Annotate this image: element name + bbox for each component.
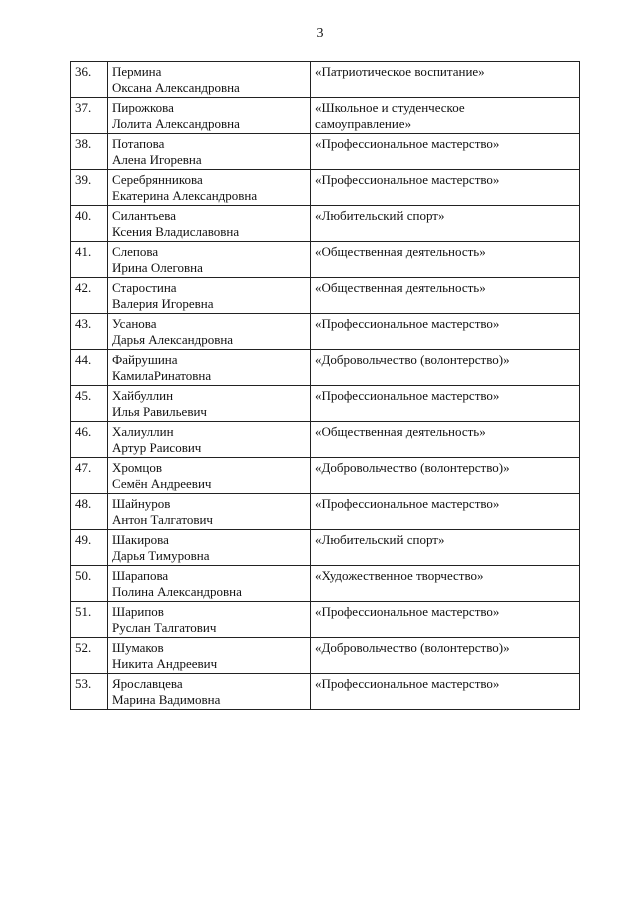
nomination-cell xyxy=(311,242,580,278)
nomination: «Общественная деятельность» xyxy=(315,280,486,295)
table-row xyxy=(71,350,580,386)
participant-name-cell xyxy=(108,350,311,386)
participant-surname: Шумаков xyxy=(112,640,164,655)
participant-given-names: Оксана Александровна xyxy=(112,80,240,95)
participant-surname: Хромцов xyxy=(112,460,162,475)
participant-name-cell xyxy=(108,134,311,170)
participant-name-cell xyxy=(108,278,311,314)
row-number: 49. xyxy=(71,530,108,566)
participant-surname: Усанова xyxy=(112,316,157,331)
table-row xyxy=(71,674,580,710)
nomination: «Добровольчество (волонтерство)» xyxy=(315,640,510,655)
participant-name-cell xyxy=(108,530,311,566)
nomination-cell xyxy=(311,602,580,638)
participant-name-cell xyxy=(108,422,311,458)
table-row xyxy=(71,314,580,350)
table-row xyxy=(71,62,580,98)
nomination: «Художественное творчество» xyxy=(315,568,484,583)
nomination: «Профессиональное мастерство» xyxy=(315,496,500,511)
table-row xyxy=(71,566,580,602)
participant-surname: Шарипов xyxy=(112,604,164,619)
nomination-cell xyxy=(311,386,580,422)
row-number: 42. xyxy=(71,278,108,314)
nomination: «Профессиональное мастерство» xyxy=(315,388,500,403)
table-row xyxy=(71,386,580,422)
row-number: 52. xyxy=(71,638,108,674)
participant-surname: Шайнуров xyxy=(112,496,171,511)
participant-name-cell xyxy=(108,62,311,98)
participant-surname: Пирожкова xyxy=(112,100,174,115)
nomination-cell xyxy=(311,566,580,602)
participant-surname: Старостина xyxy=(112,280,177,295)
nomination: «Общественная деятельность» xyxy=(315,424,486,439)
table-row xyxy=(71,530,580,566)
participant-surname: Слепова xyxy=(112,244,159,259)
nomination-cell xyxy=(311,494,580,530)
table-row xyxy=(71,602,580,638)
participant-given-names: Ирина Олеговна xyxy=(112,260,203,275)
participant-surname: Силантьева xyxy=(112,208,176,223)
participant-name-cell xyxy=(108,602,311,638)
row-number: 47. xyxy=(71,458,108,494)
table-row xyxy=(71,206,580,242)
participant-name-cell xyxy=(108,458,311,494)
nomination-continued: самоуправление» xyxy=(315,116,412,131)
participant-name-cell xyxy=(108,170,311,206)
nomination: «Профессиональное мастерство» xyxy=(315,604,500,619)
participant-name-cell xyxy=(108,206,311,242)
participant-name-cell xyxy=(108,638,311,674)
table-row xyxy=(71,170,580,206)
row-number: 48. xyxy=(71,494,108,530)
nomination: «Любительский спорт» xyxy=(315,208,445,223)
participant-given-names: Руслан Талгатович xyxy=(112,620,217,635)
page-number: 3 xyxy=(316,26,324,41)
participant-name-cell xyxy=(108,386,311,422)
nomination: «Любительский спорт» xyxy=(315,532,445,547)
row-number: 44. xyxy=(71,350,108,386)
participant-given-names: Никита Андреевич xyxy=(112,656,218,671)
table-row xyxy=(71,458,580,494)
table-row xyxy=(71,134,580,170)
nomination: «Профессиональное мастерство» xyxy=(315,316,500,331)
participant-surname: Серебрянникова xyxy=(112,172,203,187)
participant-surname: Пермина xyxy=(112,64,162,79)
participant-surname: Шарапова xyxy=(112,568,169,583)
row-number: 37. xyxy=(71,98,108,134)
nomination: «Профессиональное мастерство» xyxy=(315,136,500,151)
participant-given-names: Марина Вадимовна xyxy=(112,692,221,707)
nomination-cell xyxy=(311,134,580,170)
participant-given-names: Екатерина Александровна xyxy=(112,188,258,203)
participant-given-names: Антон Талгатович xyxy=(112,512,213,527)
participant-given-names: Дарья Тимуровна xyxy=(112,548,210,563)
participant-name-cell xyxy=(108,674,311,710)
nomination-cell xyxy=(311,674,580,710)
nomination: «Профессиональное мастерство» xyxy=(315,676,500,691)
nomination-cell xyxy=(311,638,580,674)
participant-given-names: Полина Александровна xyxy=(112,584,242,599)
table-row xyxy=(71,638,580,674)
row-number: 36. xyxy=(71,62,108,98)
participant-surname: Шакирова xyxy=(112,532,169,547)
row-number: 50. xyxy=(71,566,108,602)
nomination-cell xyxy=(311,314,580,350)
table-row xyxy=(71,98,580,134)
participant-given-names: КамилаРинатовна xyxy=(112,368,212,383)
nomination-cell xyxy=(311,98,580,134)
table-row xyxy=(71,278,580,314)
nomination: «Патриотическое воспитание» xyxy=(315,64,485,79)
participant-given-names: Артур Раисович xyxy=(112,440,202,455)
participant-surname: Хайбуллин xyxy=(112,388,174,403)
participant-given-names: Илья Равильевич xyxy=(112,404,207,419)
participant-given-names: Валерия Игоревна xyxy=(112,296,214,311)
nomination: «Общественная деятельность» xyxy=(315,244,486,259)
row-number: 51. xyxy=(71,602,108,638)
nomination-cell xyxy=(311,350,580,386)
row-number: 43. xyxy=(71,314,108,350)
participant-surname: Файрушина xyxy=(112,352,178,367)
row-number: 39. xyxy=(71,170,108,206)
row-number: 38. xyxy=(71,134,108,170)
nomination-cell xyxy=(311,422,580,458)
row-number: 41. xyxy=(71,242,108,278)
row-number: 53. xyxy=(71,674,108,710)
nomination-cell xyxy=(311,170,580,206)
nomination: «Добровольчество (волонтерство)» xyxy=(315,352,510,367)
participant-name-cell xyxy=(108,314,311,350)
nomination-cell xyxy=(311,530,580,566)
participant-given-names: Ксения Владиславовна xyxy=(112,224,240,239)
participants-table-body xyxy=(71,62,580,710)
participant-given-names: Алена Игоревна xyxy=(112,152,202,167)
row-number: 45. xyxy=(71,386,108,422)
nomination: «Добровольчество (волонтерство)» xyxy=(315,460,510,475)
nomination-cell xyxy=(311,278,580,314)
nomination-cell xyxy=(311,206,580,242)
participant-given-names: Семён Андреевич xyxy=(112,476,212,491)
nomination-cell xyxy=(311,62,580,98)
nomination: «Профессиональное мастерство» xyxy=(315,172,500,187)
row-number: 46. xyxy=(71,422,108,458)
participant-name-cell xyxy=(108,494,311,530)
nomination: «Школьное и студенческое xyxy=(315,100,465,115)
participant-given-names: Лолита Александровна xyxy=(112,116,240,131)
participant-surname: Ярославцева xyxy=(112,676,183,691)
participants-table xyxy=(70,61,580,710)
participant-name-cell xyxy=(108,566,311,602)
nomination-cell xyxy=(311,458,580,494)
table-row xyxy=(71,494,580,530)
row-number: 40. xyxy=(71,206,108,242)
participant-name-cell xyxy=(108,98,311,134)
participant-name-cell xyxy=(108,242,311,278)
table-row xyxy=(71,242,580,278)
participant-surname: Халиуллин xyxy=(112,424,174,439)
participant-given-names: Дарья Александровна xyxy=(112,332,234,347)
participant-surname: Потапова xyxy=(112,136,165,151)
table-row xyxy=(71,422,580,458)
